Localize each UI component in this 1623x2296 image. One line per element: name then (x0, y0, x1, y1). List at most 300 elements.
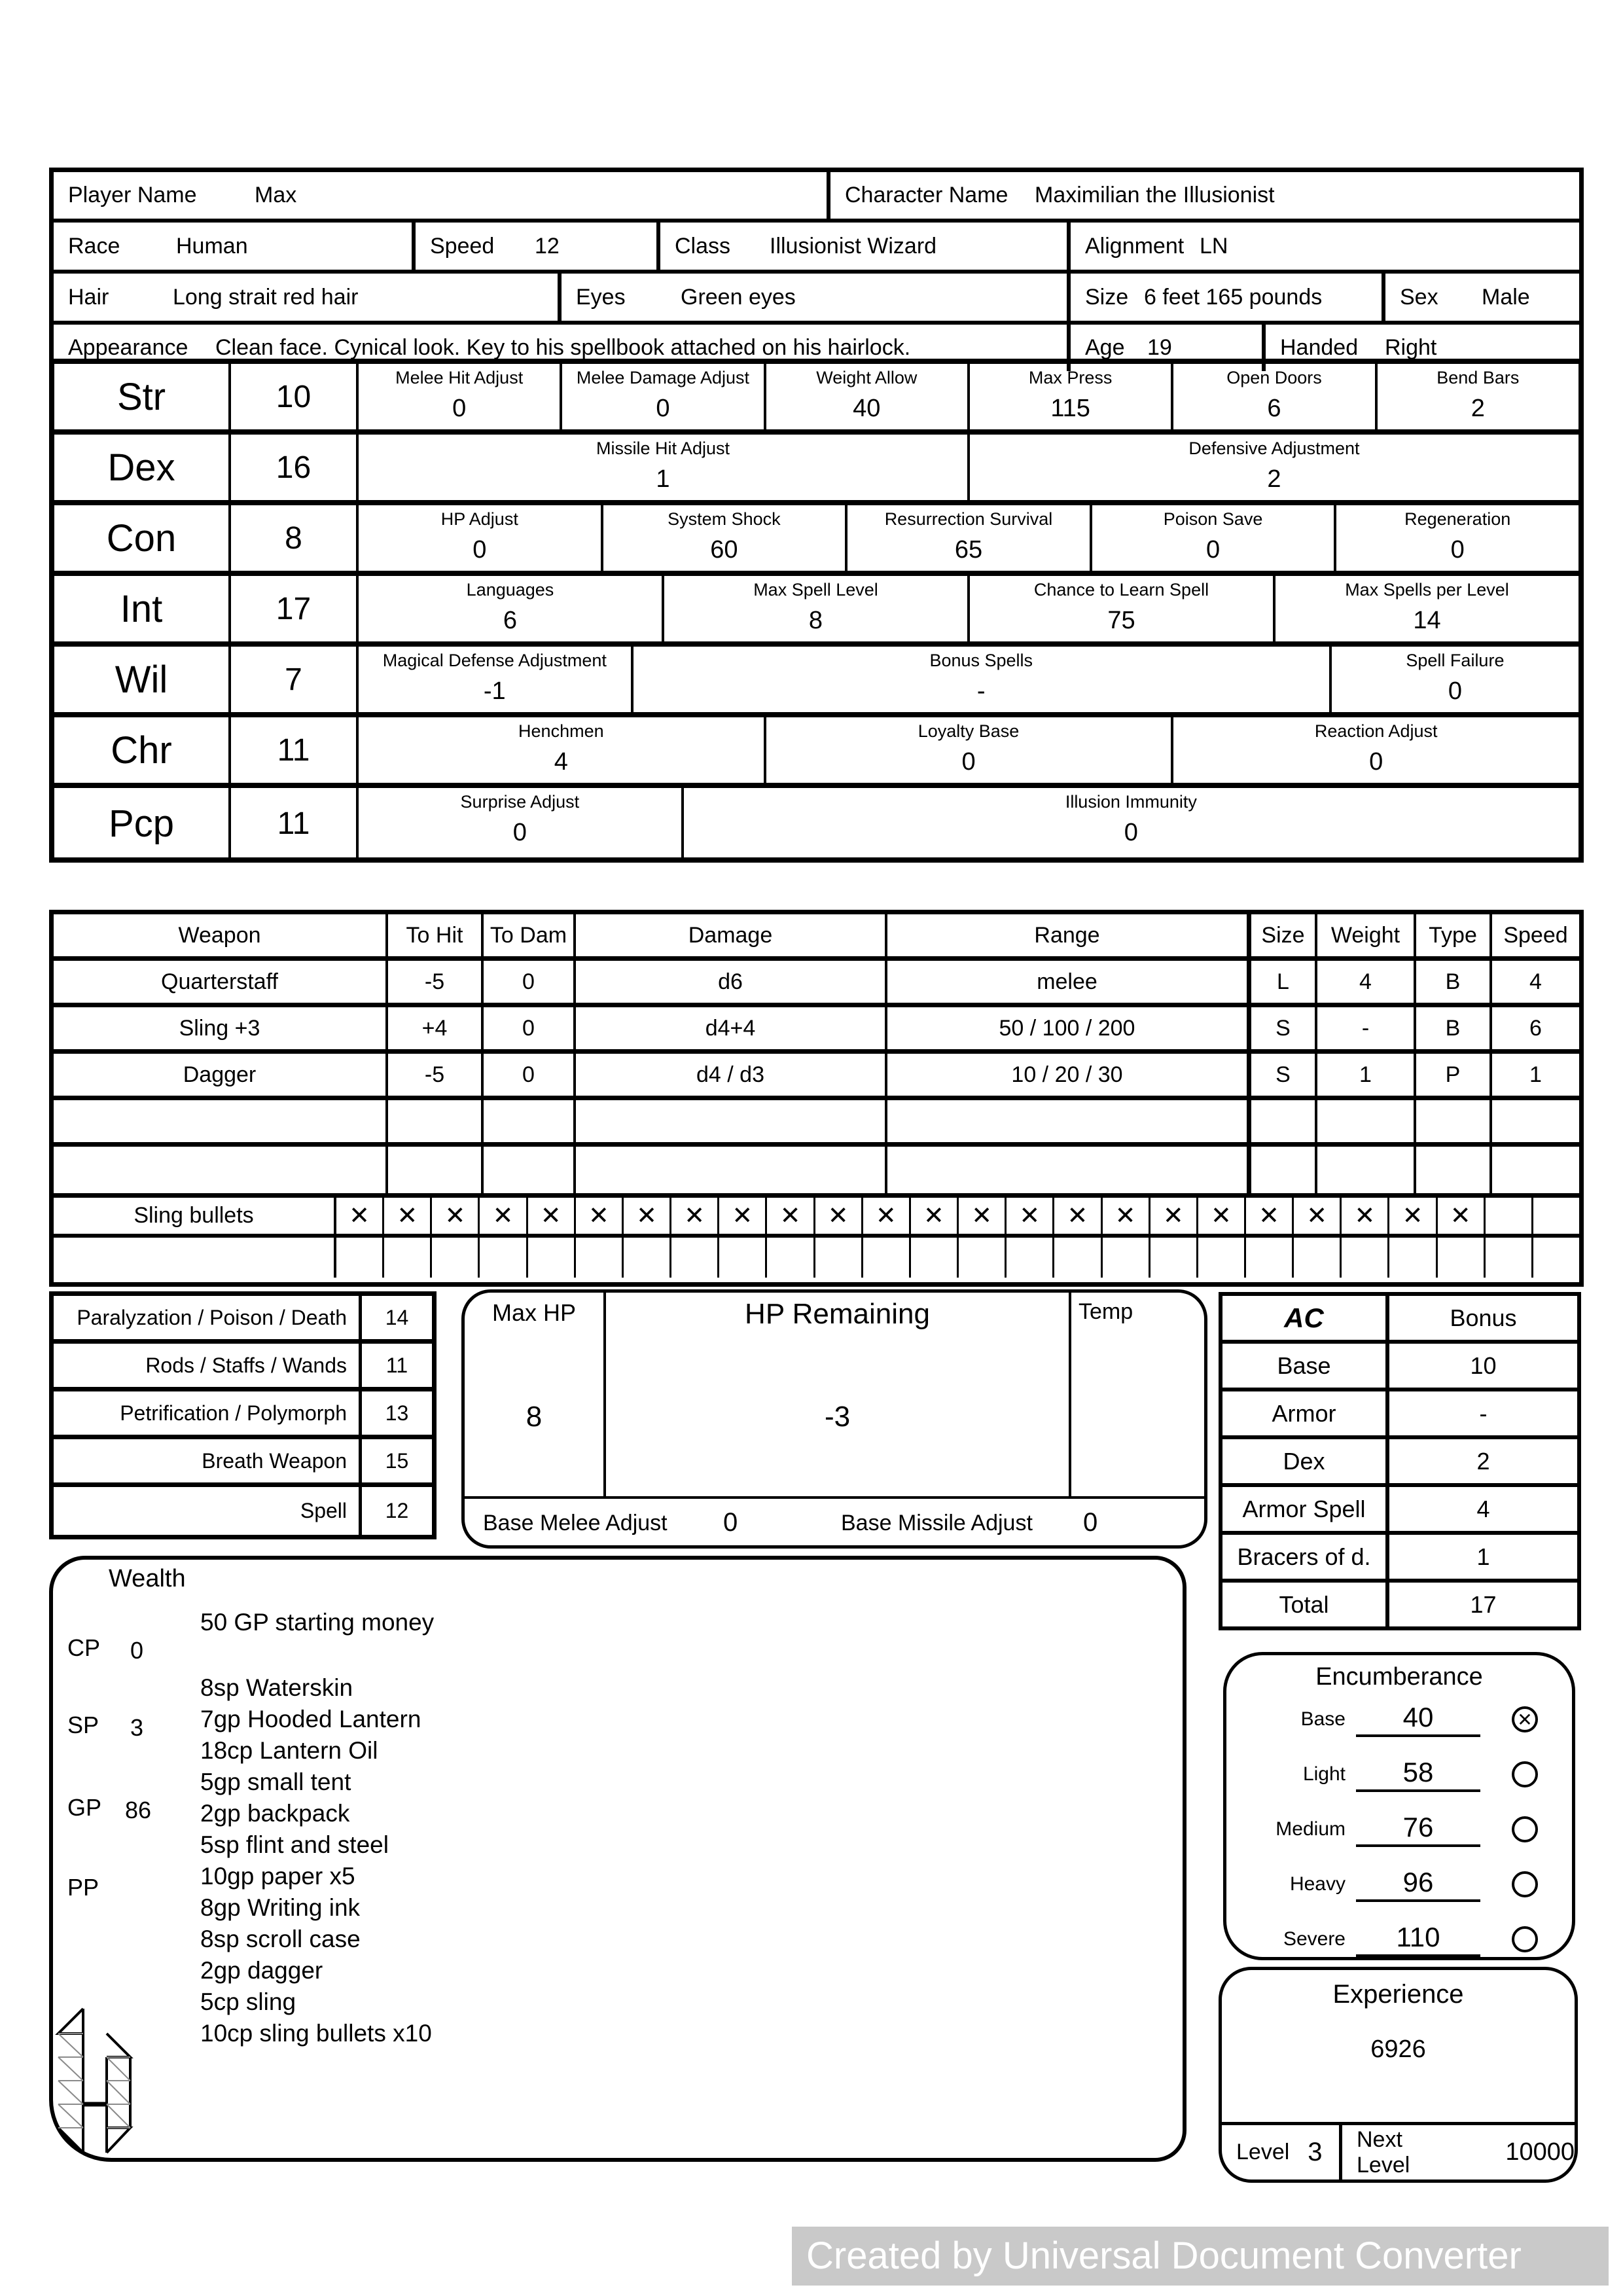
encumbrance-row-heavy (1226, 1857, 1572, 1912)
ac-row-value: 10 (1470, 1352, 1497, 1379)
inventory-item: 2gp backpack (200, 1800, 350, 1827)
ac-row-label: Dex (1222, 1439, 1389, 1483)
stat-subcell (1173, 717, 1578, 783)
alignment-value: LN (1200, 233, 1228, 259)
ac-header-bonus: Bonus (1450, 1304, 1517, 1331)
stat-subcell-label: Max Spells per Level (1345, 580, 1509, 600)
base-missile-adjust-value: 0 (1083, 1508, 1098, 1537)
weapon-cell: L (1251, 961, 1317, 1003)
stat-name: Con (54, 505, 231, 571)
weapon-cell: d4 / d3 (576, 1054, 887, 1096)
stat-subcell-value: 0 (1448, 677, 1462, 705)
saving-throw-value: 13 (359, 1391, 432, 1435)
experience-box (1219, 1967, 1578, 2183)
ammo-empty-cell (336, 1238, 384, 1278)
ammo-tally-mark: ✕ (1007, 1198, 1054, 1234)
radio-unchecked-icon (1512, 1761, 1538, 1787)
ammo-tally-mark: ✕ (1054, 1198, 1102, 1234)
saving-throw-row (54, 1439, 432, 1487)
inventory-item: 8sp Waterskin (200, 1674, 353, 1701)
max-hp-value: 8 (526, 1401, 543, 1433)
weapon-cell (484, 1147, 576, 1193)
weapon-cell: P (1416, 1054, 1492, 1096)
stat-row-str (54, 364, 1578, 435)
temp-hp-label: Temp (1079, 1299, 1133, 1324)
weapon-cell: 1 (1317, 1054, 1416, 1096)
inventory-item: 8sp scroll case (200, 1926, 361, 1952)
weapon-cell (887, 1100, 1251, 1142)
inventory-item: 2gp dagger (200, 1957, 323, 1984)
stat-subcell-value: 40 (853, 395, 881, 422)
stat-value: 17 (231, 576, 359, 641)
ammo-table (49, 1198, 1584, 1287)
stat-subcell-label: Bonus Spells (929, 651, 1033, 670)
encumbrance-label: Severe (1283, 1928, 1346, 1950)
ammo-tally-mark (1533, 1198, 1579, 1234)
weapon-cell (887, 1147, 1251, 1193)
weapons-header-cell: Damage (576, 914, 887, 956)
ammo-label: Sling bullets (54, 1198, 336, 1234)
saving-throw-value: 11 (359, 1344, 432, 1387)
stat-subcell-value: 0 (1369, 748, 1383, 776)
stat-subcell (1336, 505, 1578, 571)
age-value: 19 (1147, 335, 1172, 360)
weapon-cell: melee (887, 961, 1251, 1003)
inventory-item: 10cp sling bullets x10 (200, 2020, 432, 2047)
stat-subcell (359, 647, 633, 712)
stat-subcell-value: 8 (808, 607, 823, 634)
ac-row-total (1222, 1583, 1577, 1626)
weapon-cell: -5 (388, 1054, 484, 1096)
hp-remaining-label: HP Remaining (745, 1298, 930, 1330)
stat-subcell-label: Illusion Immunity (1065, 792, 1197, 812)
ammo-empty-cell (1103, 1238, 1150, 1278)
ammo-empty-cell (1438, 1238, 1486, 1278)
ammo-empty-cell (624, 1238, 671, 1278)
stat-row-int (54, 576, 1578, 647)
stat-value: 8 (231, 505, 359, 571)
stat-subcell-label: Magical Defense Adjustment (382, 651, 607, 670)
ac-row-armor (1222, 1391, 1577, 1439)
experience-level-strip (1222, 2122, 1575, 2179)
encumbrance-value: 76 (1356, 1812, 1480, 1847)
sp-value: 3 (130, 1714, 144, 1741)
stat-subcell-label: Max Spell Level (753, 580, 878, 600)
encumbrance-label: Light (1302, 1763, 1346, 1785)
weapon-cell (1416, 1147, 1492, 1193)
radio-checked-icon: ✕ (1512, 1706, 1538, 1732)
saving-throw-value: 14 (359, 1296, 432, 1339)
size-field (1071, 274, 1385, 321)
stat-subcell-value: 60 (710, 536, 738, 564)
sex-label: Sex (1400, 284, 1438, 310)
weapon-cell (54, 1100, 388, 1142)
weapons-header-cell: To Dam (484, 914, 576, 956)
level-value: 3 (1308, 2138, 1323, 2166)
class-field (660, 223, 1071, 270)
weapon-cell: B (1416, 961, 1492, 1003)
stat-subcell-value: 0 (656, 395, 670, 422)
stat-subcell-label: HP Adjust (440, 509, 518, 529)
weapon-row (54, 1054, 1579, 1100)
base-melee-adjust-label: Base Melee Adjust (483, 1511, 668, 1535)
stat-subcell-label: Loyalty Base (918, 721, 1020, 741)
ammo-empty-cell (1294, 1238, 1342, 1278)
ac-row-label: Total (1222, 1583, 1389, 1626)
stat-subcell-value: 0 (473, 536, 487, 564)
weapon-cell (388, 1100, 484, 1142)
saving-throw-row (54, 1487, 432, 1535)
inventory-list (200, 1672, 432, 2049)
radio-unchecked-icon (1512, 1871, 1538, 1897)
stat-subcell-value: 6 (1267, 395, 1281, 422)
ammo-empty-cell (1054, 1238, 1102, 1278)
ammo-empty-cell (815, 1238, 863, 1278)
race-value: Human (176, 233, 248, 259)
sex-field (1385, 274, 1579, 321)
encumbrance-value: 96 (1356, 1867, 1480, 1902)
ammo-empty-cell (480, 1238, 527, 1278)
stat-subcell (1173, 364, 1377, 429)
stat-subcell (970, 576, 1275, 641)
base-melee-adjust-value: 0 (723, 1508, 738, 1537)
stat-name: Chr (54, 717, 231, 783)
weapon-cell (1251, 1100, 1317, 1142)
stat-subcell-value: 75 (1107, 607, 1135, 634)
encumbrance-rows (1226, 1692, 1572, 1967)
age-label: Age (1085, 335, 1125, 360)
stat-subcells (359, 717, 1578, 783)
appearance-value: Clean face. Cynical look. Key to his spellbook attached on his hairlock. (215, 335, 911, 360)
saving-throw-value: 12 (359, 1487, 432, 1535)
ac-row-label: Armor Spell (1222, 1487, 1389, 1531)
speed-value: 12 (535, 233, 560, 259)
stat-subcell (359, 505, 603, 571)
gp-label: GP (67, 1794, 102, 1821)
stat-subcell (1092, 505, 1337, 571)
stat-subcell (359, 717, 766, 783)
player-name-value: Max (255, 183, 297, 207)
stat-subcell-label: Weight Allow (816, 368, 918, 387)
weapon-cell: Quarterstaff (54, 961, 388, 1003)
stat-subcell-label: Chance to Learn Spell (1033, 580, 1209, 600)
level-label: Level (1236, 2140, 1290, 2164)
hair-label: Hair (68, 284, 109, 310)
saving-throw-row (54, 1296, 432, 1344)
ammo-empty-cells (336, 1238, 1579, 1278)
stat-subcell (359, 788, 684, 859)
ammo-tally-mark: ✕ (1438, 1198, 1486, 1234)
weapon-row (54, 1100, 1579, 1147)
sex-value: Male (1482, 284, 1530, 310)
inventory-item: 5gp small tent (200, 1768, 351, 1795)
stat-subcell (766, 364, 970, 429)
ac-row-base (1222, 1344, 1577, 1391)
stat-subcell (1332, 647, 1578, 712)
ac-row-value: 2 (1476, 1447, 1490, 1475)
stat-subcell (562, 364, 766, 429)
encumbrance-label: Heavy (1289, 1873, 1346, 1895)
encumbrance-row-medium (1226, 1802, 1572, 1857)
weapon-cell: d4+4 (576, 1007, 887, 1049)
max-hp-label: Max HP (491, 1299, 577, 1326)
race-field (54, 223, 416, 270)
stat-subcell (603, 505, 848, 571)
weapon-cell: 4 (1317, 961, 1416, 1003)
weapon-cell: 1 (1529, 1062, 1542, 1087)
stat-value: 16 (231, 435, 359, 500)
weapon-cell (1492, 1147, 1579, 1193)
weapon-cell: - (1317, 1007, 1416, 1049)
weapons-header-cell: Type (1416, 914, 1492, 956)
ammo-tally-mark: ✕ (480, 1198, 527, 1234)
stat-subcell-value: 0 (452, 395, 467, 422)
size-value: 6 feet 165 pounds (1144, 284, 1323, 310)
eyes-field (562, 274, 1071, 321)
character-name-label: Character Name (845, 183, 1008, 207)
hp-divider-2 (1069, 1293, 1071, 1496)
stat-subcells (359, 647, 1578, 712)
experience-value: 6926 (1370, 2036, 1426, 2063)
handed-label: Handed (1280, 335, 1359, 360)
cp-value: 0 (130, 1637, 144, 1664)
encumbrance-label: Base (1300, 1708, 1346, 1730)
weapon-cell: 4 (1529, 969, 1542, 994)
weapon-row (54, 961, 1579, 1007)
alignment-label: Alignment (1085, 233, 1185, 259)
ammo-tally-mark: ✕ (671, 1198, 719, 1234)
saving-throw-value: 15 (359, 1439, 432, 1482)
stat-row-pcp (54, 788, 1578, 859)
weapon-cell (1317, 1147, 1416, 1193)
saving-throw-row (54, 1391, 432, 1439)
stat-subcell (359, 435, 970, 500)
stat-row-con (54, 505, 1578, 576)
next-level-label: Next Level (1357, 2126, 1410, 2178)
saving-throw-label: Rods / Staffs / Wands (145, 1353, 347, 1377)
stat-subcell (847, 505, 1092, 571)
stat-subcells (359, 788, 1578, 859)
stat-subcell (684, 788, 1578, 859)
ammo-tally-mark: ✕ (336, 1198, 384, 1234)
wealth-box (49, 1556, 1186, 2162)
hp-box (461, 1289, 1207, 1549)
eyes-value: Green eyes (681, 284, 796, 310)
stat-subcell (766, 717, 1174, 783)
ammo-empty-cell (528, 1238, 576, 1278)
player-name-label: Player Name (68, 183, 197, 207)
ammo-tally-mark: ✕ (432, 1198, 480, 1234)
weapons-header-cell: Range (887, 914, 1251, 956)
stat-name: Int (54, 576, 231, 641)
stat-subcell-label: Melee Hit Adjust (395, 368, 524, 387)
ammo-empty-cell (1198, 1238, 1246, 1278)
class-label: Class (675, 233, 731, 259)
alignment-field (1071, 223, 1579, 270)
ammo-tally-mark: ✕ (1103, 1198, 1150, 1234)
ammo-empty-cell (1389, 1238, 1437, 1278)
weapon-cell: 0 (484, 961, 576, 1003)
ammo-tally-mark: ✕ (767, 1198, 815, 1234)
weapon-cell: S (1251, 1054, 1317, 1096)
speed-field (416, 223, 660, 270)
weapons-header-cell: Size (1251, 914, 1317, 956)
stat-subcell (970, 435, 1578, 500)
ammo-tally-mark: ✕ (1389, 1198, 1437, 1234)
ammo-tally-mark: ✕ (959, 1198, 1007, 1234)
stat-subcell-label: Resurrection Survival (884, 509, 1053, 529)
stat-name: Dex (54, 435, 231, 500)
ammo-tally-mark: ✕ (1198, 1198, 1246, 1234)
inventory-item: 7gp Hooded Lantern (200, 1706, 421, 1732)
stat-subcell (359, 364, 562, 429)
weapons-header-cell: To Hit (388, 914, 484, 956)
ammo-empty-cell (911, 1238, 959, 1278)
handed-value: Right (1385, 335, 1437, 360)
ammo-empty-cell (1007, 1238, 1054, 1278)
stat-subcell-label: Max Press (1028, 368, 1113, 387)
ammo-tally-mark (1486, 1198, 1533, 1234)
weapon-cell (54, 1147, 388, 1193)
stat-subcell-value: 2 (1267, 465, 1281, 493)
ammo-tally-mark: ✕ (863, 1198, 911, 1234)
weapon-cell: B (1416, 1007, 1492, 1049)
encumbrance-row-base (1226, 1692, 1572, 1747)
weapons-header-cell: Speed (1503, 922, 1568, 948)
size-label: Size (1085, 284, 1129, 310)
header-row-3 (54, 274, 1579, 325)
weapon-cell (484, 1100, 576, 1142)
ammo-tally-mark: ✕ (384, 1198, 432, 1234)
ac-header-label: AC (1222, 1296, 1389, 1340)
stat-subcell-label: System Shock (668, 509, 781, 529)
weapon-cell (1317, 1100, 1416, 1142)
next-level-value: 10000 (1505, 2138, 1575, 2166)
player-name-field (54, 172, 830, 219)
ac-table (1219, 1292, 1581, 1630)
base-missile-adjust-label: Base Missile Adjust (841, 1511, 1033, 1535)
character-name-field (830, 172, 1579, 219)
corner-ornament (53, 2003, 158, 2163)
ammo-tally-mark: ✕ (719, 1198, 767, 1234)
ac-row-value: 4 (1476, 1495, 1490, 1522)
stat-value: 11 (231, 717, 359, 783)
weapon-cell: 0 (484, 1007, 576, 1049)
stat-subcell-value: 0 (512, 819, 527, 846)
weapon-cell: d6 (576, 961, 887, 1003)
ammo-empty-cell (576, 1238, 624, 1278)
pp-label: PP (67, 1874, 99, 1901)
weapon-cell: 50 / 100 / 200 (887, 1007, 1251, 1049)
ammo-tally-mark: ✕ (528, 1198, 576, 1234)
ammo-empty-cell (432, 1238, 480, 1278)
stat-subcell-value: 0 (961, 748, 976, 776)
weapon-cell: Dagger (54, 1054, 388, 1096)
weapons-table (49, 910, 1584, 1198)
stat-subcells (359, 505, 1578, 571)
eyes-label: Eyes (576, 284, 626, 310)
inventory-item: 5cp sling (200, 1988, 296, 2015)
stat-subcell-label: Languages (466, 580, 554, 600)
gp-value: 86 (125, 1797, 152, 1823)
inventory-item: 18cp Lantern Oil (200, 1737, 378, 1764)
inventory-item: 10gp paper x5 (200, 1863, 355, 1890)
encumbrance-title: Encumberance (1315, 1663, 1483, 1691)
stat-subcell (664, 576, 970, 641)
stat-subcell-value: 6 (503, 607, 518, 634)
class-value: Illusionist Wizard (770, 233, 937, 259)
weapons-header-cell: Weight (1317, 914, 1416, 956)
ac-row-value: 17 (1470, 1590, 1497, 1618)
weapon-cell: 10 / 20 / 30 (887, 1054, 1251, 1096)
ammo-empty-cell (384, 1238, 432, 1278)
race-label: Race (68, 233, 120, 259)
weapon-cell (388, 1147, 484, 1193)
header-row-2 (54, 223, 1579, 274)
stat-subcell-value: 0 (1450, 536, 1465, 564)
stat-subcell-value: 0 (1124, 819, 1138, 846)
hp-base-adjust-strip (465, 1496, 1204, 1545)
stat-subcell-label: Reaction Adjust (1314, 721, 1438, 741)
encumbrance-box (1223, 1652, 1575, 1960)
ammo-empty-cell (863, 1238, 911, 1278)
encumbrance-value: 40 (1356, 1702, 1480, 1737)
hair-field (54, 274, 562, 321)
ammo-empty-cell (767, 1238, 815, 1278)
weapon-cell (1251, 1147, 1317, 1193)
stat-subcell (1275, 576, 1578, 641)
header-table (49, 168, 1584, 364)
weapons-header-cell: Weapon (54, 914, 388, 956)
ammo-tally-mark: ✕ (1246, 1198, 1294, 1234)
ammo-empty-cell (959, 1238, 1007, 1278)
stat-subcell-label: Regeneration (1404, 509, 1511, 529)
stat-row-chr (54, 717, 1578, 788)
stat-subcell (359, 576, 664, 641)
ammo-tally-mark: ✕ (624, 1198, 671, 1234)
ammo-empty-cell (1533, 1238, 1579, 1278)
saving-throw-label: Spell (300, 1499, 347, 1522)
ammo-tally-mark: ✕ (1150, 1198, 1198, 1234)
ammo-tally-mark: ✕ (1342, 1198, 1389, 1234)
stat-subcell-value: -1 (483, 677, 506, 705)
sp-label: SP (67, 1712, 99, 1738)
stat-subcell (970, 364, 1173, 429)
radio-unchecked-icon (1512, 1816, 1538, 1842)
weapon-cell (1416, 1100, 1492, 1142)
header-row-1 (54, 172, 1579, 223)
stat-row-wil (54, 647, 1578, 717)
weapons-header-row (54, 914, 1579, 961)
stat-subcell-value: - (976, 677, 986, 705)
ac-header-row (1222, 1296, 1577, 1344)
ammo-row-sling-bullets (54, 1198, 1579, 1238)
ammo-tally-mark: ✕ (911, 1198, 959, 1234)
watermark-bar (792, 2227, 1609, 2286)
weapon-cell: -5 (388, 961, 484, 1003)
weapon-cell: +4 (388, 1007, 484, 1049)
stat-subcell-label: Missile Hit Adjust (596, 439, 730, 458)
experience-title: Experience (1332, 1980, 1464, 2009)
ammo-tally-mark: ✕ (576, 1198, 624, 1234)
stat-subcell-label: Spell Failure (1406, 651, 1505, 670)
stat-name: Wil (54, 647, 231, 712)
ac-row-label: Bracers of d. (1222, 1535, 1389, 1579)
ac-row-bracers-of-d- (1222, 1535, 1577, 1583)
stat-subcell-value: 1 (656, 465, 670, 493)
weapon-cell: Sling +3 (54, 1007, 388, 1049)
cp-label: CP (67, 1634, 101, 1661)
